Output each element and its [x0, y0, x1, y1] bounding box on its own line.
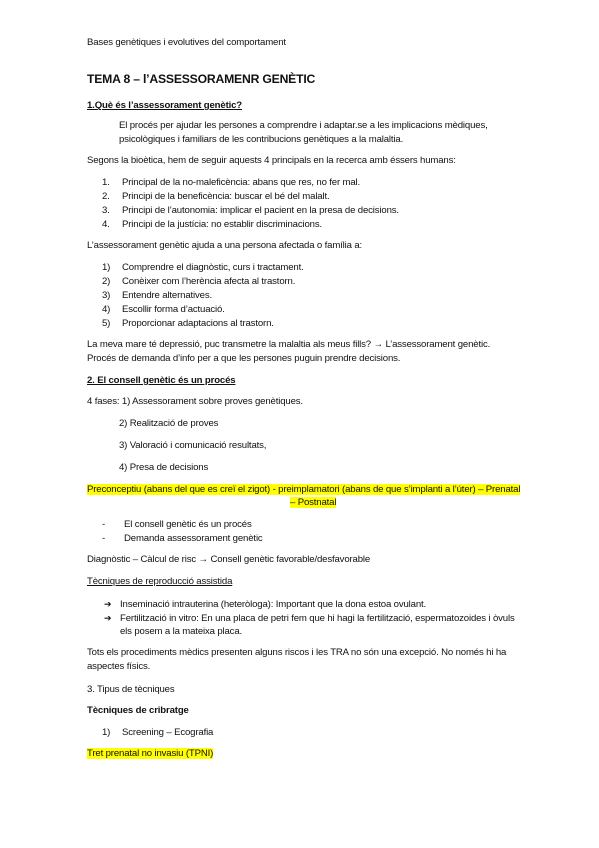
diagnosis-line: Diagnòstic – Càlcul de risc → Consell genètic favorable/desfavorable [87, 554, 371, 565]
help-item [102, 290, 212, 302]
repro-item [104, 612, 515, 625]
bioethics-intro: Segons la bioètica, hem de seguir aquests 4 principals en la recerca amb éssers humans: [87, 155, 456, 166]
repro-item [104, 598, 426, 611]
list-text: Conèixer com l’herència afecta al trastorn. [122, 276, 296, 287]
process-line: Procés de demanda d’info per a que les persones puguin prendre decisions. [87, 353, 401, 364]
helps-intro: L’assessorament genètic ajuda a una persona afectada o família a: [87, 240, 363, 251]
bullet-item [102, 519, 252, 531]
highlighted-text: – Postnatal [290, 497, 337, 508]
section1-heading: 1.Què és l’assessorament genètic? [87, 100, 243, 111]
list-number: 5) [102, 318, 111, 329]
list-text: Principi de la beneficència: buscar el bé del malalt. [122, 191, 330, 202]
list-text: Comprendre el diagnòstic, curs i tractament. [122, 262, 304, 273]
arrow-bullet-icon: ➔ [104, 613, 112, 623]
help-item [102, 262, 304, 274]
principle-item [102, 177, 360, 189]
list-text: Escollir forma d’actuació. [122, 304, 225, 315]
risk-line-2: aspectes físics. [87, 661, 151, 672]
definition-line-1: El procés per ajudar les persones a comprendre i adaptar.se a les implicacions mèdiques, [119, 120, 488, 131]
dash-bullet: - [102, 519, 106, 530]
bullet-text: El consell genètic és un procés [124, 519, 252, 530]
list-number: 1. [102, 177, 110, 188]
list-number: 3. [102, 205, 110, 216]
running-header: Bases genètiques i evolutives del comportament [87, 37, 286, 48]
highlighted-text: Preconceptiu (abans del que es creï el zigot) - preimplamatori (abans de que s’implanti a l’úter) – Prenatal [87, 484, 521, 495]
list-text: Proporcionar adaptacions al trastorn. [122, 318, 274, 329]
question-line: La meva mare té depressió, puc transmetre la malaltia als meus fills? → L’assessorament genètic. [87, 339, 491, 350]
definition-line-2: psicològiques i familiars de les contribucions genètiques a la malaltia. [119, 134, 404, 145]
highlighted-text: Tret prenatal no invasiu (TPNI) [87, 748, 214, 759]
list-number: 4) [102, 304, 111, 315]
tpni-line [87, 748, 213, 760]
repro-text: Fertilització in vitro: En una placa de petri fem que hi hagi la fertilització, espermatozoides i òvuls [120, 613, 515, 624]
risk-line-1: Tots els procediments mèdics presenten alguns riscos i les TRA no són una excepció. No només hi ha [87, 647, 507, 658]
bullet-item [102, 533, 263, 545]
screening-subheading: Tècniques de cribratge [87, 705, 189, 716]
phase-item: 3) Valoració i comunicació resultats, [119, 440, 267, 451]
list-text: Principi de l’autonomia: implicar el pacient en la presa de decisions. [122, 205, 399, 216]
principle-item [102, 191, 330, 203]
timeline-line-2 [290, 497, 336, 509]
timeline-line-1 [87, 484, 520, 496]
dash-bullet: - [102, 533, 106, 544]
help-item [102, 318, 274, 330]
principle-item [102, 219, 322, 231]
list-text: Principal de la no-maleficència: abans que res, no fer mal. [122, 177, 361, 188]
list-number: 2) [102, 276, 111, 287]
list-number: 2. [102, 191, 110, 202]
repro-heading: Tècniques de reproducció assistida [87, 576, 233, 587]
list-number: 1) [102, 727, 111, 738]
phase-item: 2) Realització de proves [119, 418, 219, 429]
list-text: Principi de la justícia: no establir discriminacions. [122, 219, 323, 230]
phase-item: 4) Presa de decisions [119, 462, 209, 473]
list-number: 4. [102, 219, 110, 230]
list-text: Screening – Ecografia [122, 727, 214, 738]
arrow-bullet-icon: ➔ [104, 599, 112, 609]
bullet-text: Demanda assessorament genètic [124, 533, 263, 544]
list-number: 1) [102, 262, 111, 273]
document-title: TEMA 8 – l’ASSESSORAMENR GENÈTIC [87, 72, 316, 86]
help-item [102, 304, 225, 316]
list-number: 3) [102, 290, 111, 301]
section2-heading: 2. El consell genètic és un procés [87, 375, 236, 386]
list-text: Entendre alternatives. [122, 290, 213, 301]
repro-text: Inseminació intrauterina (heteròloga): Important que la dona estoa ovulant. [120, 599, 427, 610]
section3-heading: 3. Tipus de tècniques [87, 684, 175, 695]
technique-item [102, 727, 213, 739]
repro-continuation: els posem a la mateixa placa. [120, 626, 243, 637]
principle-item [102, 205, 399, 217]
help-item [102, 276, 295, 288]
phases-label: 4 fases: 1) Assessorament sobre proves genètiques. [87, 396, 303, 407]
